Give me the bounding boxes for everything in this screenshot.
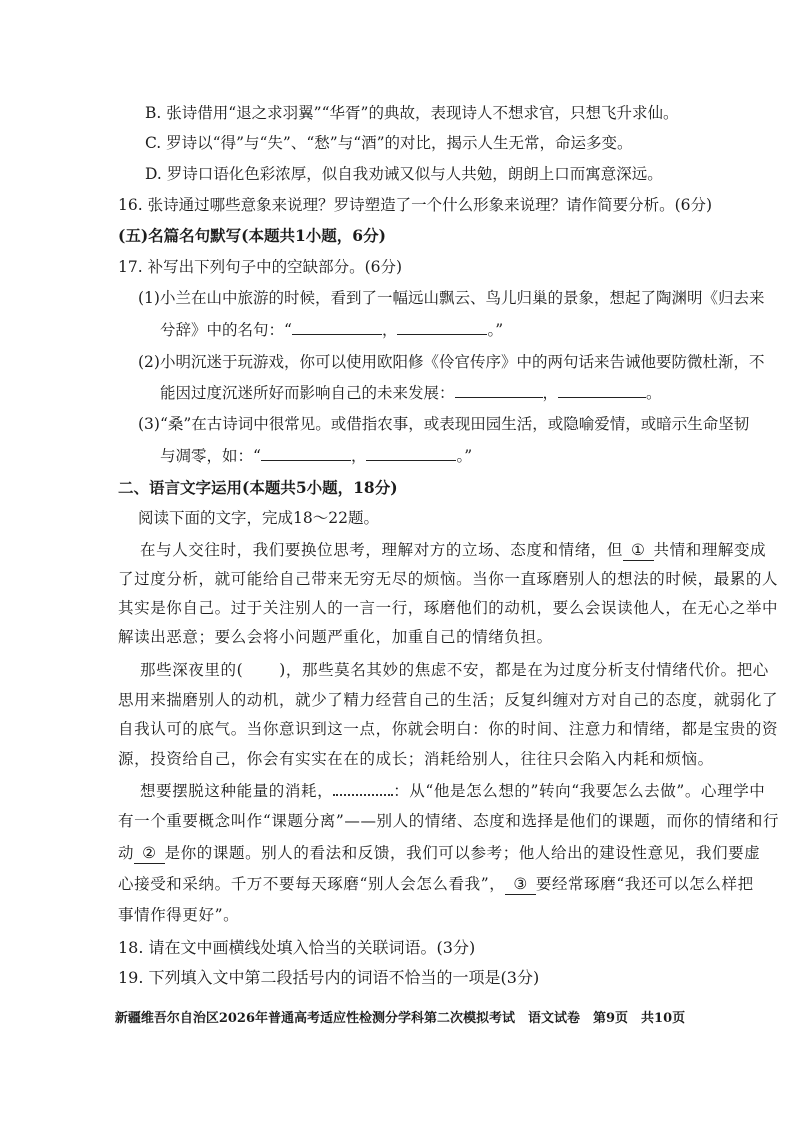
passage-text: 心接受和采纳。千万不要每天琢磨“别人会怎么看我”， [118,875,506,893]
passage-p1-line2: 了过度分析，就可能给自己带来无穷无尽的烦恼。当你一直琢磨别人的想法的时候，最累的人 [118,570,779,588]
passage-p1-line1 [140,540,766,561]
section-5-heading: (五)名篇名句默写(本题共1小题，6分) [118,226,386,245]
q17-3-line2 [160,446,472,466]
passage-p2-line2: 思用来揣磨别人的动机，就少了精力经营自己的生活；反复纠缠对方对自己的态度，就弱化了 [118,691,779,709]
passage-text: 共情和理解变成 [653,541,767,559]
passage-text: 要经常琢磨“我还可以怎么样把 [535,875,754,893]
wavy-blank [333,782,393,796]
passage-text: 在与人交往时，我们要换位思考，理解对方的立场、态度和情绪，但 [140,541,624,559]
answer-blank-1[interactable] [292,320,382,335]
passage-p2-line1 [140,660,769,680]
q17-1-prompt: 兮辞》中的名句：“ [160,321,292,339]
q17-3-sep: ， [350,447,367,465]
passage-p3-line3 [118,843,760,864]
q17-2-line2 [160,383,662,403]
q17-3-line1: (3)“桑”在古诗词中很常见。或借指农事，或表现田园生活，或隐喻爱情，或暗示生命坚韧 [138,415,750,433]
section-2-heading: 二、语言文字运用(本题共5小题，18分) [118,478,398,497]
passage-text: 动 [118,844,135,862]
q17-3-end: 。” [456,447,473,465]
passage-p3-line1 [140,781,765,801]
q17-2-sep: ， [542,384,559,402]
passage-p1-line3: 其实是你自己。过于关注别人的一言一行，琢磨他们的动机，要么会误读他人，在无心之举中 [118,599,779,617]
question-19: 19. 下列填入文中第二段括号内的词语不恰当的一项是(3分) [118,968,540,987]
blank-mark-3: ③ [505,874,536,895]
q17-1-line1: (1)小兰在山中旅游的时候，看到了一幅远山飘云、鸟儿归巢的景象，想起了陶渊明《归去来 [138,289,765,307]
passage-p3-line5: 事情作得更好”。 [118,906,240,924]
question-17: 17. 补写出下列句子中的空缺部分。(6分) [118,258,403,276]
answer-blank-6[interactable] [366,446,456,461]
page-footer: 新疆维吾尔自治区2026年普通高考适应性检测分学科第二次模拟考试 语文试卷 第9页 共10页 [114,1011,686,1026]
passage-text: 想要摆脱这种能量的消耗， [140,782,334,800]
answer-blank-2[interactable] [397,320,487,335]
blank-mark-2: ② [134,843,165,864]
answer-blank-3[interactable] [455,383,543,398]
q17-3-prompt: 与凋零，如：“ [160,447,261,465]
question-18: 18. 请在文中画横线处填入恰当的关联词语。(3分) [118,938,476,957]
q17-2-end: 。 [646,384,662,402]
passage-text: 是你的课题。别人的看法和反馈，我们可以参考；他人给出的建设性意见，我们要虚 [164,844,761,862]
passage-text: ：从“他是怎么想的”转向“我要怎么去做”。心理学中 [393,782,766,800]
q17-1-line2 [160,320,503,340]
reading-intro: 阅读下面的文字，完成18～22题。 [138,509,379,527]
q17-1-end: 。” [487,321,504,339]
passage-p1-line4: 解读出恶意；要么会将小问题严重化，加重自己的情绪负担。 [118,628,553,646]
q17-2-prompt: 能因过度沉迷所好而影响自己的未来发展： [160,384,455,402]
passage-p3-line4 [118,874,754,895]
passage-text: 那些深夜里的( [140,661,244,679]
passage-p2-line4: 源，投资给自己，你会有实实在在的成长；消耗给别人，往往只会陷入内耗和烦恼。 [118,750,714,768]
answer-blank-5[interactable] [261,446,351,461]
option-c: C. 罗诗以“得”与“失”、“愁”与“酒”的对比，揭示人生无常，命运多变。 [145,134,633,152]
blank-mark-1: ① [623,540,654,561]
q17-1-sep: ， [381,321,398,339]
answer-blank-4[interactable] [558,383,646,398]
passage-p2-line3: 自我认可的底气。当你意识到这一点，你就会明白：你的时间、注意力和情绪，都是宝贵的资 [118,720,779,738]
option-d: D. 罗诗口语化色彩浓厚，似自我劝诫又似与人共勉，朗朗上口而寓意深远。 [145,165,663,183]
option-b: B. 张诗借用“退之求羽翼”“华胥”的典故，表现诗人不想求官，只想飞升求仙。 [145,104,679,122]
q17-2-line1: (2)小明沉迷于玩游戏，你可以使用欧阳修《伶官传序》中的两句话来告诫他要防微杜渐，不 [138,353,765,371]
question-16: 16. 张诗通过哪些意象来说理？罗诗塑造了一个什么形象来说理？请作简要分析。(6分) [118,196,713,214]
passage-p3-line2: 有一个重要概念叫作“课题分离”——别人的情绪、态度和选择是他们的课题，而你的情绪和行 [118,812,780,830]
passage-text: )，那些莫名其妙的焦虑不安，都是在为过度分析支付情绪代价。把心 [279,661,769,679]
